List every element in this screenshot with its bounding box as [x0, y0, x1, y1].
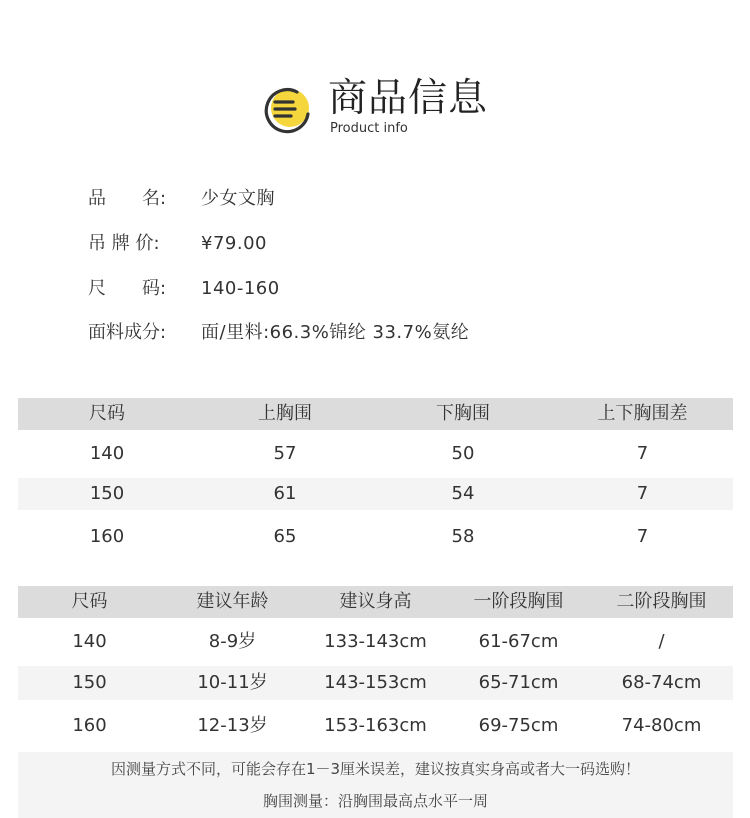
table-cell: 140: [89, 443, 125, 464]
table-row: [18, 618, 733, 666]
measurement-notes: [18, 752, 733, 818]
section-header: [262, 76, 522, 138]
table-row: [18, 666, 733, 700]
table-cell: 140: [72, 631, 107, 652]
info-value: 少女文胸: [201, 188, 275, 209]
table-cell: 68-74cm: [621, 672, 702, 693]
table-cell: 50: [451, 443, 475, 464]
table-cell: 10-11岁: [197, 672, 268, 693]
table-cell: 54: [451, 483, 475, 504]
info-label: 吊 牌 价:: [88, 233, 160, 254]
table-header-row: [18, 586, 733, 618]
page-title: 商品信息: [328, 76, 489, 121]
table-cell: 143-153cm: [324, 672, 427, 693]
table-cell: 7: [636, 443, 649, 464]
size-table: [18, 398, 733, 564]
table-cell: 160: [89, 526, 125, 547]
table-header-cell: 尺码: [71, 591, 108, 612]
table-cell: 65-71cm: [478, 672, 559, 693]
table-cell: 57: [273, 443, 297, 464]
info-label: 品 名:: [88, 188, 167, 209]
table-row: [18, 700, 733, 752]
age-height-table: [18, 586, 733, 752]
table-header-row: [18, 398, 733, 430]
table-cell: /: [658, 631, 665, 652]
table-header-cell: 尺码: [89, 403, 125, 424]
info-value: 140-160: [201, 278, 280, 299]
table-header-cell: 一阶段胸围: [473, 591, 564, 612]
table-cell: 61: [273, 483, 297, 504]
table-cell: 65: [273, 526, 297, 547]
table-header-cell: 建议年龄: [196, 591, 269, 612]
table-header-cell: 二阶段胸围: [616, 591, 707, 612]
table-header-cell: 上胸围: [258, 403, 312, 424]
info-value: ¥79.00: [201, 233, 267, 254]
table-row: [18, 430, 733, 478]
info-label: 面料成分:: [88, 322, 167, 343]
table-cell: 150: [72, 672, 107, 693]
table-cell: 7: [636, 526, 649, 547]
table-row: [18, 510, 733, 564]
table-cell: 7: [636, 483, 649, 504]
table-cell: 133-143cm: [324, 631, 427, 652]
note-bust-measure: 胸围测量：沿胸围最高点水平一周: [262, 792, 488, 810]
note-error-margin: 因测量方式不同，可能会存在1－3厘米误差，建议按真实身高或者大一码选购！: [110, 760, 641, 778]
table-cell: 150: [89, 483, 125, 504]
document-lines-icon: [262, 84, 314, 134]
table-cell: 8-9岁: [208, 631, 257, 652]
table-header-cell: 上下胸围差: [597, 403, 688, 424]
table-header-cell: 下胸围: [436, 403, 490, 424]
table-cell: 160: [72, 715, 107, 736]
page-subtitle: Product info: [330, 121, 408, 136]
table-cell: 153-163cm: [324, 715, 427, 736]
table-row: [18, 478, 733, 510]
table-header-cell: 建议身高: [339, 591, 412, 612]
table-cell: 69-75cm: [478, 715, 559, 736]
table-cell: 61-67cm: [478, 631, 559, 652]
info-value: 面/里料:66.3%锦纶 33.7%氨纶: [201, 322, 470, 343]
table-cell: 58: [451, 526, 475, 547]
table-cell: 74-80cm: [621, 715, 702, 736]
table-cell: 12-13岁: [197, 715, 268, 736]
info-label: 尺 码:: [88, 278, 167, 299]
